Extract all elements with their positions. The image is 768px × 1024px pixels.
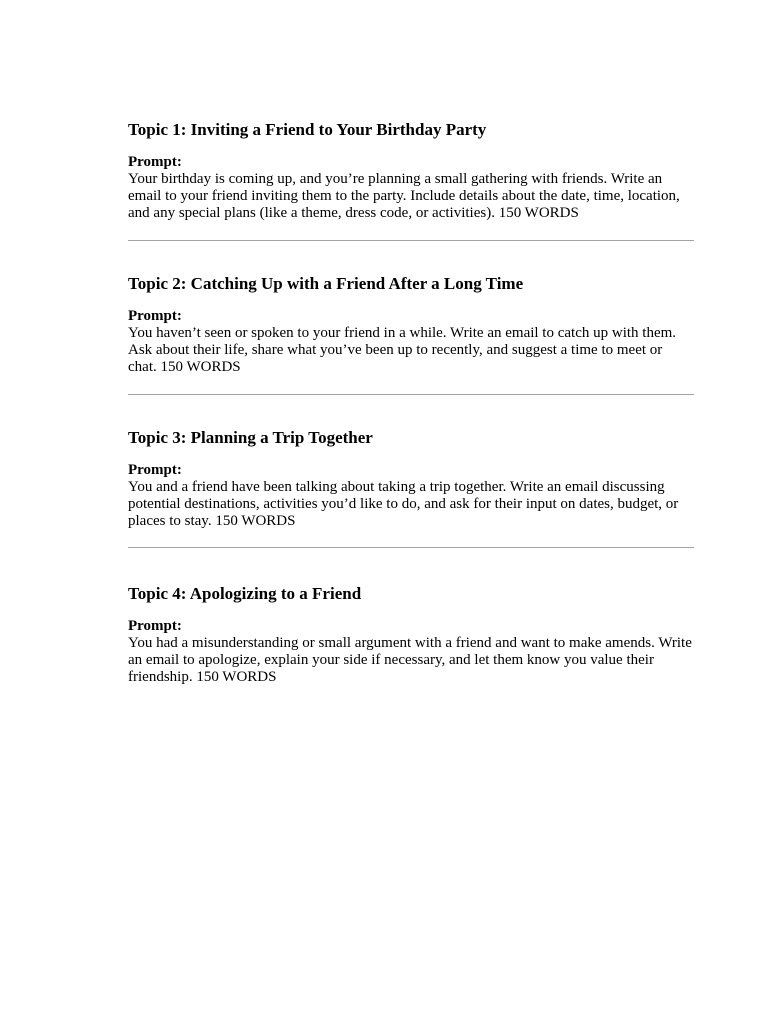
topic-title: Topic 4: Apologizing to a Friend [128,584,362,603]
topic-section-4 [128,584,696,685]
topic-section-1 [128,120,696,221]
section-divider [128,547,694,548]
prompt-text: Your birthday is coming up, and you’re planning a small gathering with friends. Write an email to your friend inviting them to the party. Include details about the date, time, location, and any special plans (like a theme, dress code, or activities). 150 WORDS [128,171,680,221]
prompt-label: Prompt: [128,618,182,634]
prompt-label: Prompt: [128,462,182,478]
prompt-text: You had a misunderstanding or small argument with a friend and want to make amends. Write an email to apologize, explain your side if necessary, and let them know you value their friendship. 150 WORDS [128,635,692,685]
topic-section-3 [128,428,696,529]
prompt-text: You haven’t seen or spoken to your friend in a while. Write an email to catch up with them. Ask about their life, share what you’ve been up to recently, and suggest a time to meet or chat. 150 WORDS [128,325,677,375]
prompt-label: Prompt: [128,154,182,170]
topic-title: Topic 1: Inviting a Friend to Your Birthday Party [128,120,487,139]
section-divider [128,394,694,395]
topic-title: Topic 2: Catching Up with a Friend After a Long Time [128,274,524,293]
prompt-text: You and a friend have been talking about taking a trip together. Write an email discussing potential destinations, activities you’d like to do, and ask for their input on dates, budget, or places to stay. 150 WORDS [128,479,679,529]
section-divider [128,240,694,241]
topic-section-2 [128,274,696,375]
topic-title: Topic 3: Planning a Trip Together [128,428,373,447]
prompt-label: Prompt: [128,308,182,324]
